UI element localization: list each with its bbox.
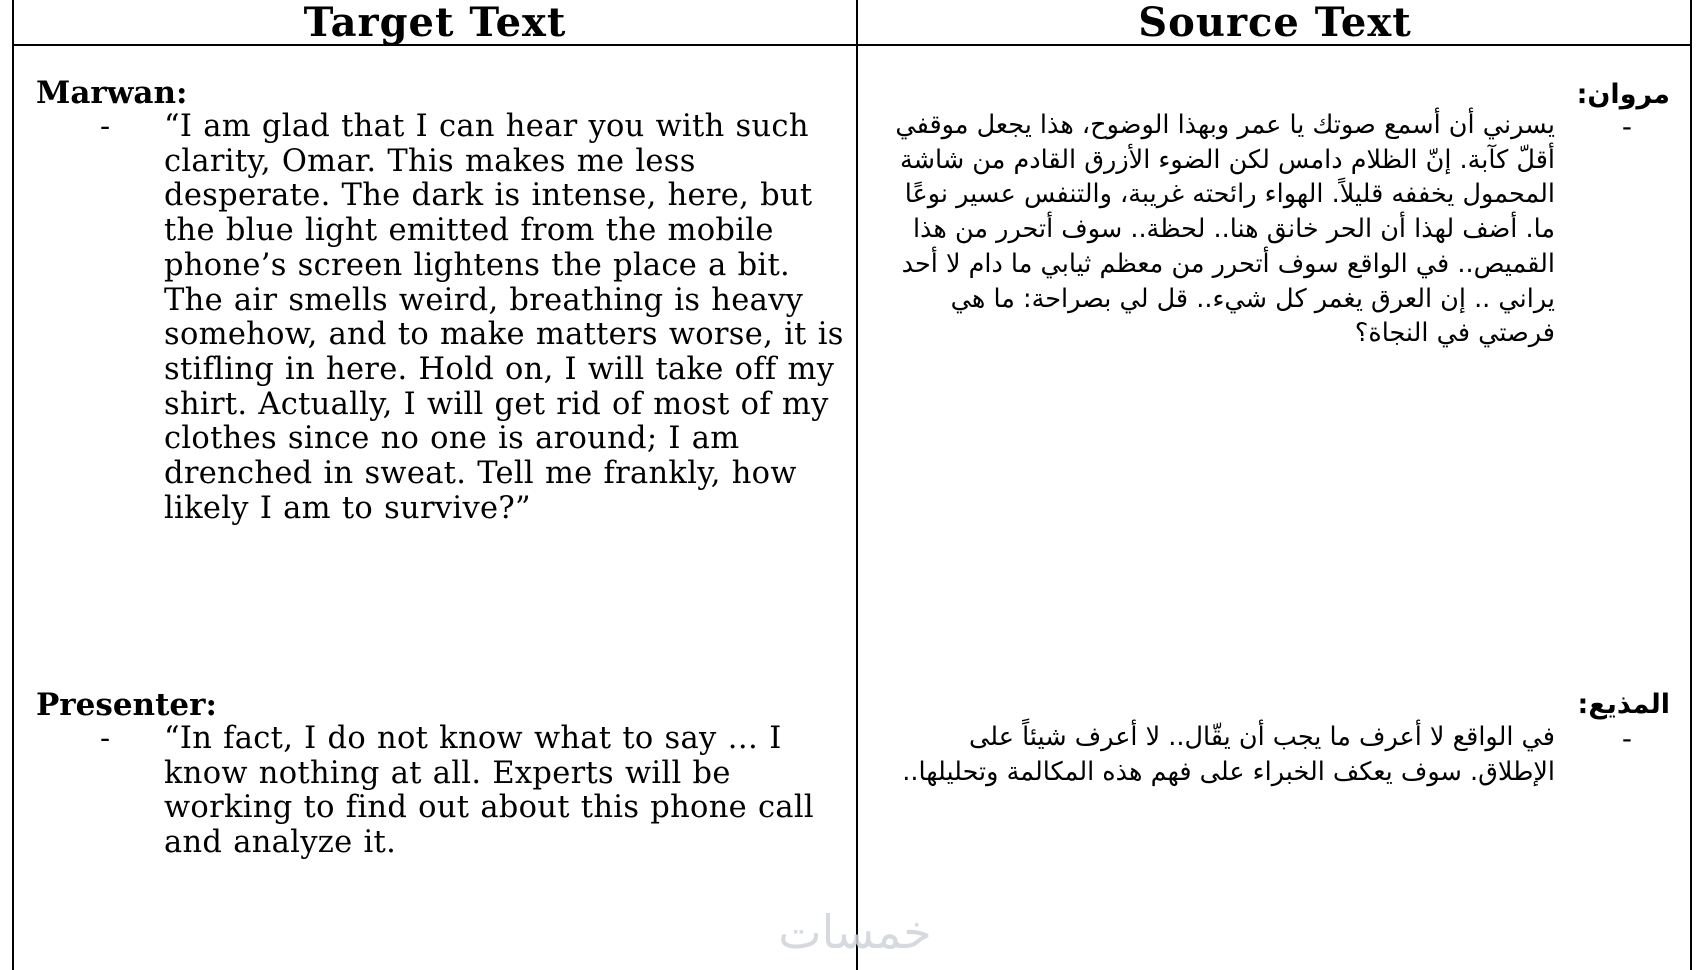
target-paragraph-marwan: “I am glad that I can hear you with such clarity, Omar. This makes me less desperate. The dark is intense, here, but the blue light emitted from the mobile phone’s screen lightens the place a bit. The air smells weird, breathing is heavy somehow, and to make matters worse, it is stifling in here. Hold on, I will take off my shirt. Actually, I will get rid of most of my clothes since no one is around; I am drenched in sweat. Tell me frankly, how likely I am to survive?” bbox=[164, 109, 844, 526]
translation-table bbox=[12, 0, 1692, 970]
watermark-logo: خمسات bbox=[778, 905, 932, 959]
speaker-label-presenter-ar: المذيع: bbox=[1577, 689, 1670, 720]
target-text-header: Target Text bbox=[303, 0, 567, 46]
table-header-row bbox=[14, 0, 1690, 46]
bullet-dash: - bbox=[100, 721, 111, 756]
bullet-dash: - bbox=[100, 109, 111, 144]
source-text-header: Source Text bbox=[1138, 0, 1412, 46]
speaker-label-marwan-ar: مروان: bbox=[1576, 79, 1670, 110]
column-divider bbox=[856, 0, 858, 970]
bullet-dash: - bbox=[1621, 722, 1632, 755]
target-paragraph-presenter: “In fact, I do not know what to say … I know nothing at all. Experts will be working to find out about this phone call and analyze it. bbox=[164, 721, 814, 861]
speaker-label-marwan-en: Marwan: bbox=[36, 75, 188, 111]
speaker-label-presenter-en: Presenter: bbox=[36, 687, 217, 723]
source-paragraph-marwan: يسرني أن أسمع صوتك يا عمر وبهذا الوضوح، هذا يجعل موقفي أقلّ كآبة. إنّ الظلام دامس لكن الضوء الأزرق القادم من شاشة المحمول يخففه قليلاً. الهواء رائحته غريبة، والتنفس عسير نوعًا ما. أضف لهذا أن الحر خانق هنا.. لحظة.. سوف أتحرر من هذا القميص.. في الواقع سوف أتحرر من معظم ثيابي ما دام لا أحد يراني .. إن العرق يغمر كل شيء.. قل لي بصراحة: ما هي فرصتي في النجاة؟ bbox=[895, 110, 1555, 349]
bullet-dash: - bbox=[1621, 110, 1632, 143]
source-paragraph-presenter: في الواقع لا أعرف ما يجب أن يقّال.. لا أعرف شيئاً على الإطلاق. سوف يعكف الخبراء على فهم هذه المكالمة وتحليلها.. bbox=[902, 722, 1555, 787]
